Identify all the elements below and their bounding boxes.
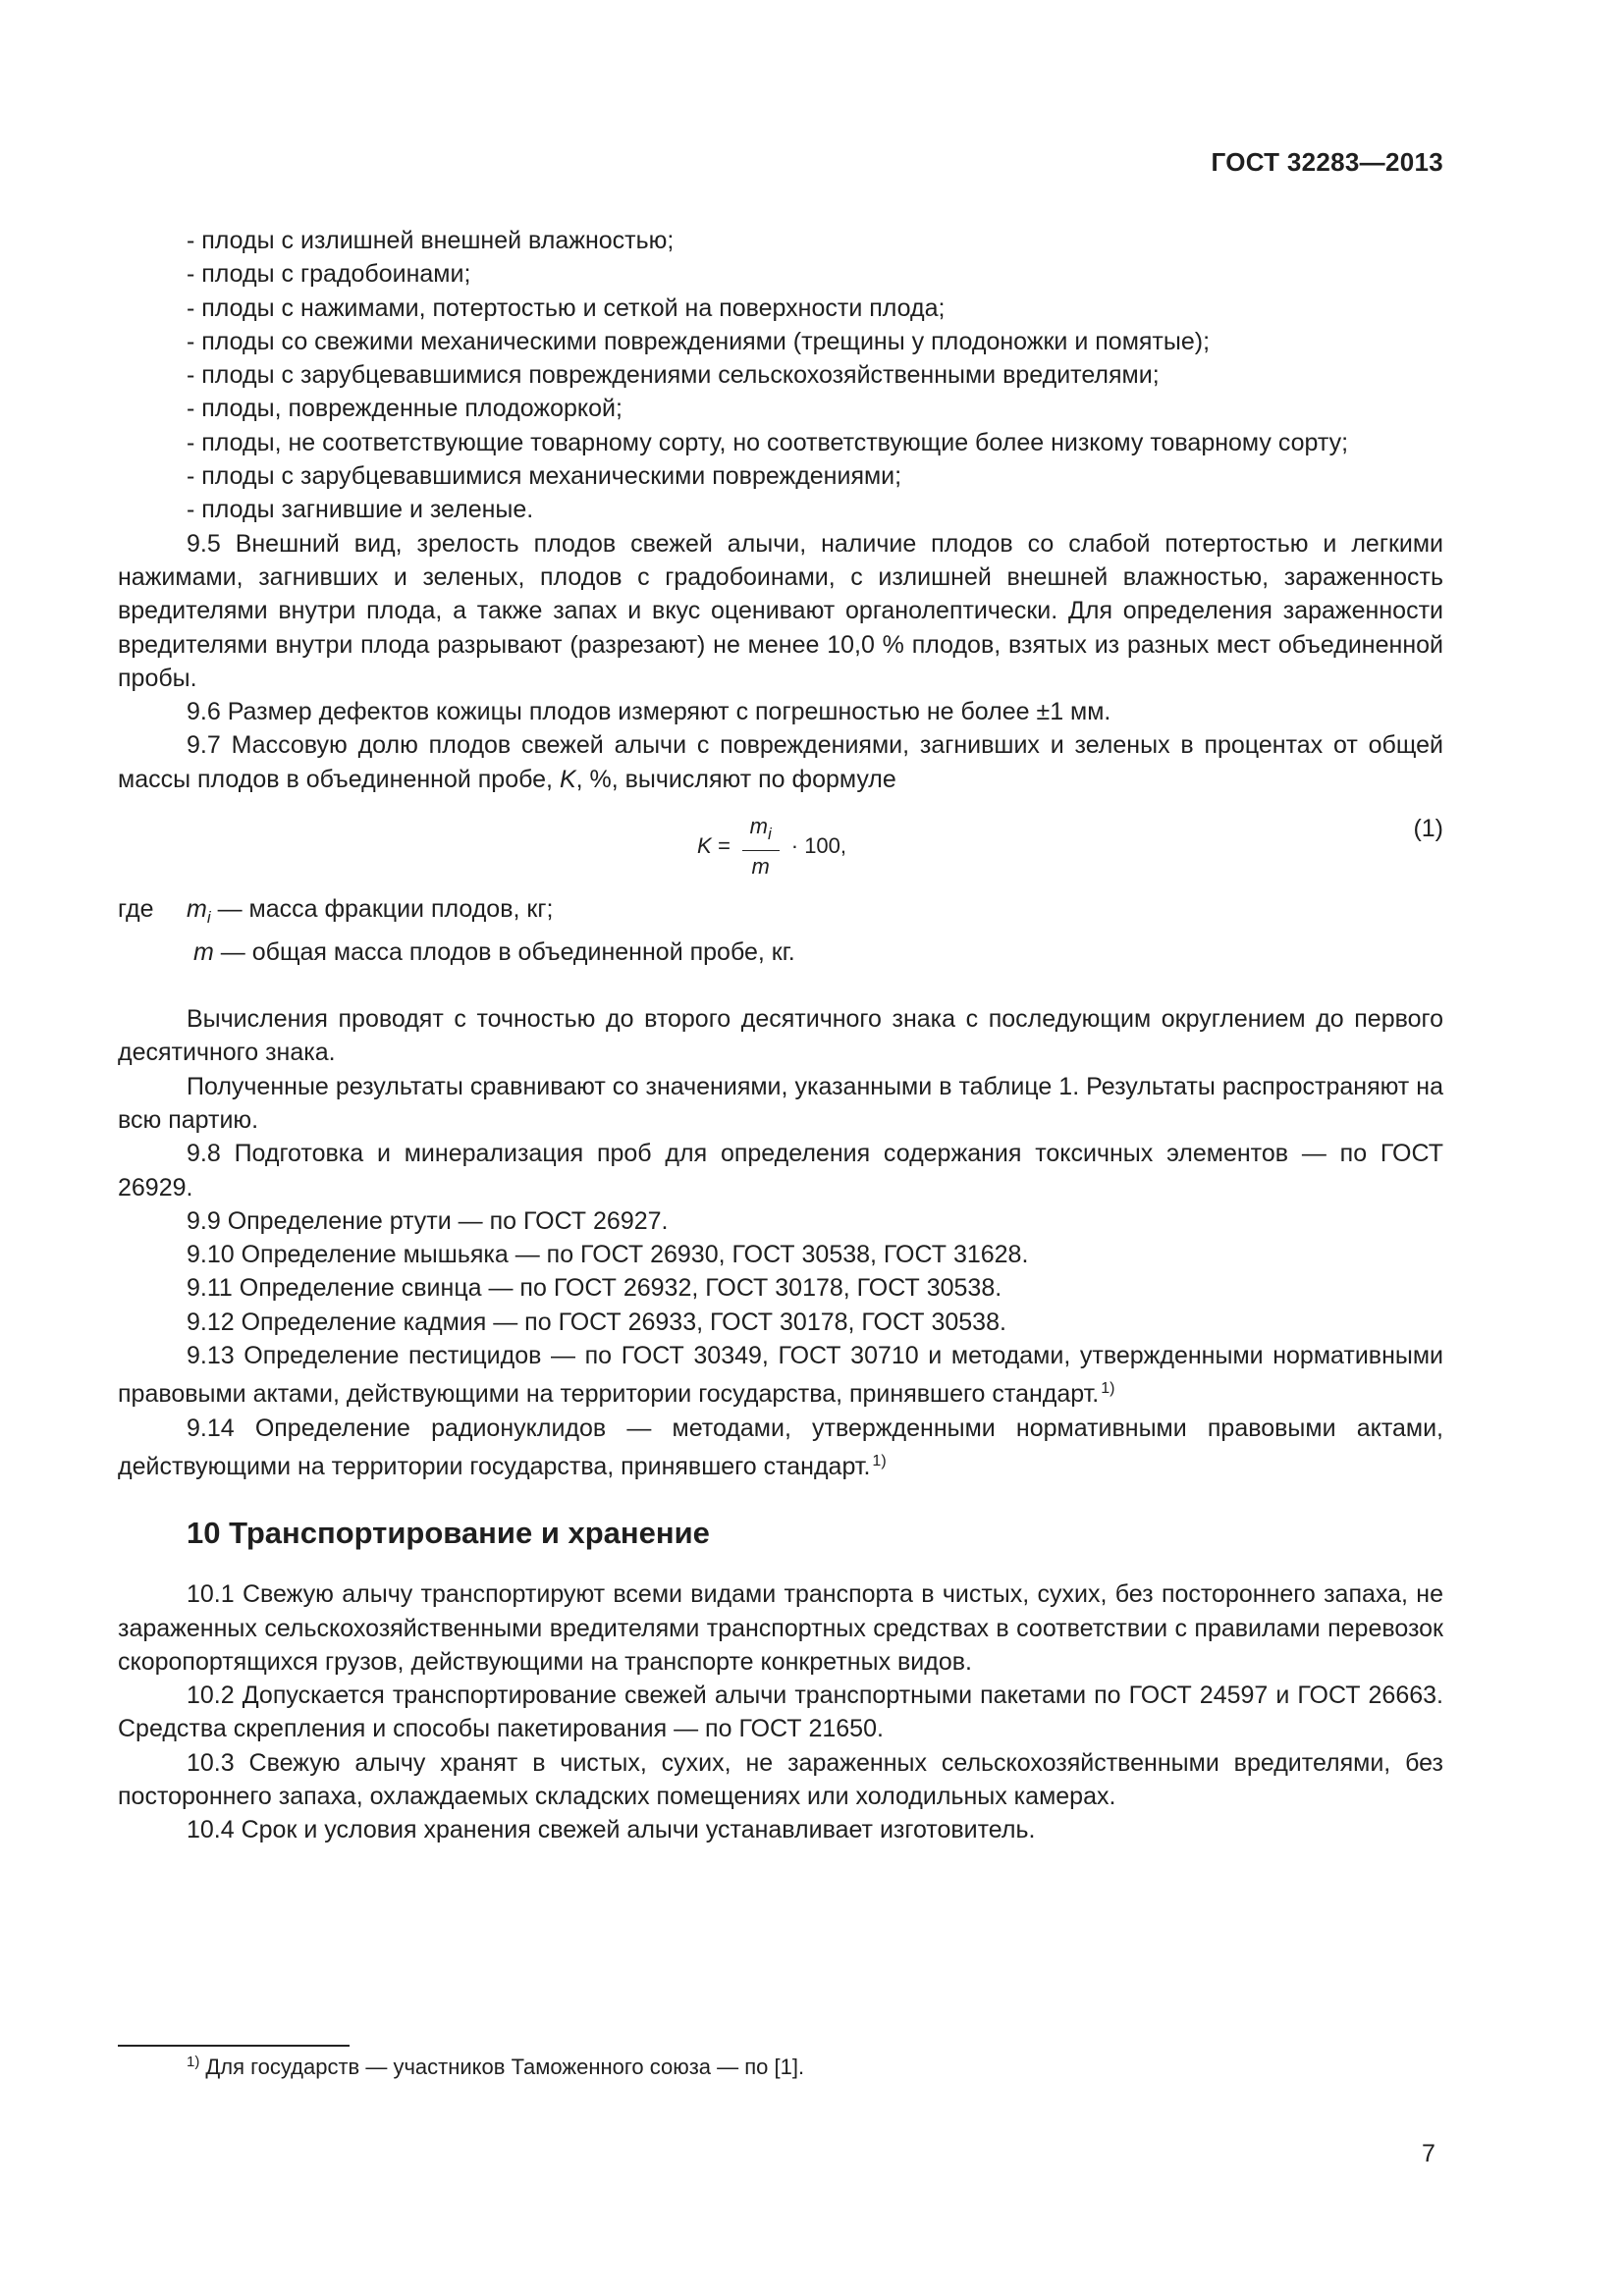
footnote-divider [118, 2045, 350, 2047]
list-item: - плоды загнившие и зеленые. [187, 496, 534, 524]
paragraph-9-9: 9.9 Определение ртути — по ГОСТ 26927. [187, 1206, 669, 1235]
formula-rhs: · 100, [790, 832, 847, 858]
paragraph-9-6: 9.6 Размер дефектов кожицы плодов измеряют с погрешностью не более ±1 мм. [187, 698, 1111, 726]
footnote-ref[interactable]: 1) [872, 1452, 887, 1469]
numerator-subscript: i [767, 824, 772, 843]
paragraph-10-1: 10.1 Свежую алычу транспортируют всеми видами транспорта в чистых, сухих, без постороннего запаха, не зараженных сельскохозяйственными вредителями транспортных средствах в соответствии с правилами перевозок скоропортящихся грузов, действующими на транспорте конкретных видов. [118, 1580, 1443, 1676]
footnote-mark: 1) [187, 2054, 200, 2070]
paragraph-9-7-text-b: , %, вычисляют по формуле [575, 765, 896, 793]
list-item: - плоды со свежими механическими повреждениями (трещины у плодоножки и помятые); [187, 327, 1211, 355]
formula-denominator: m [751, 853, 770, 879]
def-var-m2: m [193, 938, 214, 967]
list-item: - плоды с градобоинами; [187, 260, 471, 289]
paragraph-results: Полученные результаты сравнивают со значениями, указанными в таблице 1. Результаты распространяют на всю партию. [118, 1072, 1443, 1134]
formula-expression [697, 810, 846, 882]
paragraph-10-3: 10.3 Свежую алычу хранят в чистых, сухих, не зараженных сельскохозяйственными вредителями, без постороннего запаха, охлаждаемых складских помещениях или холодильных камерах. [118, 1748, 1443, 1810]
def-var-m: m [187, 895, 207, 924]
definition-mi [187, 892, 553, 934]
list-item: - плоды с зарубцевавшимися механическими повреждениями; [187, 462, 902, 491]
paragraph-10-2: 10.2 Допускается транспортирование свежей алычи транспортными пакетами по ГОСТ 24597 и ГОСТ 26663. Средства скрепления и способы пакетирования — по ГОСТ 21650. [118, 1682, 1443, 1743]
paragraph-9-12: 9.12 Определение кадмия — по ГОСТ 26933, ГОСТ 30178, ГОСТ 30538. [187, 1308, 1006, 1336]
def-text-2: — общая масса плодов в объединенной пробе, кг. [220, 938, 795, 967]
paragraph-9-10: 9.10 Определение мышьяка — по ГОСТ 26930, ГОСТ 30538, ГОСТ 31628. [187, 1241, 1029, 1269]
document-body [118, 224, 1443, 1847]
formula-fraction [742, 813, 780, 881]
where-label: где [118, 895, 154, 924]
def-var-subscript: i [206, 908, 211, 928]
footnote-text: Для государств — участников Таможенного союза — по [1]. [205, 2055, 805, 2079]
formula-1 [118, 810, 1443, 882]
equation-number: (1) [1413, 815, 1443, 843]
paragraph-10-4: 10.4 Срок и условия хранения свежей алычи устанавливает изготовитель. [187, 1816, 1036, 1844]
list-item: - плоды с зарубцевавшимися повреждениями сельскохозяйственными вредителями; [187, 361, 1160, 390]
footnote [187, 2054, 804, 2080]
list-item: - плоды, поврежденные плодожоркой; [187, 395, 623, 423]
footnote-ref[interactable]: 1) [1101, 1380, 1115, 1398]
paragraph-9-7-text-a: 9.7 Массовую долю плодов свежей алычи с повреждениями, загнивших и зеленых в процентах от общей массы плодов в объединенной пробе, [118, 731, 1443, 793]
document-header: ГОСТ 32283—2013 [1211, 147, 1443, 177]
paragraph-calc: Вычисления проводят с точностью до второго десятичного знака с последующим округлением до первого десятичного знака. [118, 1005, 1443, 1067]
paragraph-9-14-text: 9.14 Определение радионуклидов — методами, утвержденными нормативными правовыми актами, действующими на территории государства, принявшего стандарт. [118, 1414, 1443, 1480]
paragraph-9-13 [118, 1339, 1443, 1412]
list-item: - плоды с нажимами, потертостью и сеткой на поверхности плода; [187, 294, 946, 322]
paragraph-9-8: 9.8 Подготовка и минерализация проб для определения содержания токсичных элементов — по ГОСТ 26929. [118, 1140, 1443, 1201]
where-definition-1 [118, 892, 1443, 926]
numerator-var: m [749, 813, 768, 838]
paragraph-9-14 [118, 1412, 1443, 1484]
def-text-1: — масса фракции плодов, кг; [217, 895, 554, 924]
paragraph-9-5: 9.5 Внешний вид, зрелость плодов свежей алычи, наличие плодов со слабой потертостью и легкими нажимами, загнивших и зеленых, плодов с градобоинами, с излишней внешней влажностью, зараженность вредителями внутри плода, а также запах и вкус оценивают органолептически. Для определения зараженности вредителями внутри плода разрывают (разрезают) не менее 10,0 % плодов, взятых из разных мест объединенной пробы. [118, 529, 1443, 692]
paragraph-9-13-text: 9.13 Определение пестицидов — по ГОСТ 30349, ГОСТ 30710 и методами, утвержденными нормативными правовыми актами, действующими на территории государства, принявшего стандарт. [118, 1342, 1443, 1409]
spacer [118, 969, 1443, 1002]
formula-numerator [742, 813, 780, 851]
section-title: 10 Транспортирование и хранение [187, 1516, 710, 1551]
list-item: - плоды с излишней внешней влажностью; [187, 227, 675, 254]
paragraph-9-7 [118, 728, 1443, 796]
paragraph-9-11: 9.11 Определение свинца — по ГОСТ 26932, ГОСТ 30178, ГОСТ 30538. [187, 1274, 1002, 1303]
variable-k: K [559, 765, 576, 793]
formula-lhs: K = [697, 832, 731, 858]
page-number: 7 [1422, 2140, 1435, 2167]
list-item: - плоды, не соответствующие товарному сорту, но соответствующие более низкому товарному сорту; [187, 428, 1349, 456]
definition-m [193, 935, 795, 969]
where-definition-2 [118, 935, 1443, 969]
